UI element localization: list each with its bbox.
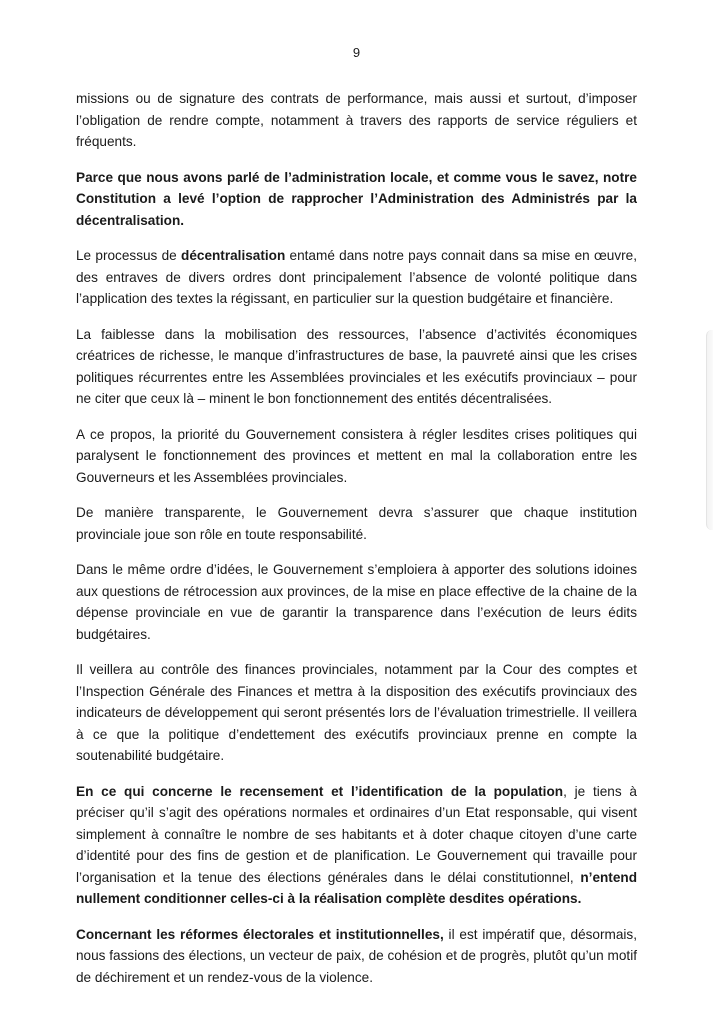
paragraph-9 (76, 781, 637, 910)
paragraph-9-bold-end: n’entend nullement conditionner celles-ci à la réalisation complète desdites opérations. (76, 869, 637, 906)
paragraph-3-end: entamé dans notre pays connait dans sa mise en œuvre, des entraves de divers ordres dont principalement l’absence de volonté politique dans l’application des textes la régissant, en particulier sur la question budgétaire et financière. (76, 248, 638, 306)
paragraph-10 (76, 924, 637, 989)
paragraph-9-bold-lead: En ce qui concerne le recensement et l’identification de la population (76, 783, 564, 799)
page-number: 9 (352, 45, 361, 60)
document-body (76, 88, 637, 1002)
paragraph-8: Il veillera au contrôle des finances provinciales, notamment par la Cour des comptes et l’Inspection Générale des Finances et mettra à la disposition des exécutifs provinciaux des indicateurs de développement qui seront présentés lors de l’évaluation trimestrielle. Il veillera à ce que la politique d’endettement des exécutifs provinciaux prenne en compte la soutenabilité budgétaire. (76, 662, 637, 763)
paragraph-10-body: il est impératif que, désormais, nous fassions des élections, un vecteur de paix, de cohésion et de progrès, plutôt qu’un motif de déchirement et un rendez-vous de la violence. (76, 926, 637, 985)
paragraph-3-start: Le processus de (76, 248, 182, 263)
paragraph-3-bold-term: décentralisation (181, 248, 286, 263)
paragraph-1: missions ou de signature des contrats de performance, mais aussi et surtout, d’imposer l’obligation de rendre compte, notamment à travers des rapports de service réguliers et fréquents. (76, 91, 637, 149)
paragraph-4: La faiblesse dans la mobilisation des ressources, l’absence d’activités économiques créatrices de richesse, le manque d’infrastructures de base, la pauvreté ainsi que les crises politiques récurrentes entre les Assemblées provinciales et les exécutifs provinciaux – pour ne citer que ceux là – minent le bon fonctionnement des entités décentralisées. (76, 326, 637, 406)
paragraph-10-bold-lead: Concernant les réformes électorales et institutionnelles, (76, 926, 444, 942)
paragraph-6: De manière transparente, le Gouvernement devra s’assurer que chaque institution provinciale joue son rôle en toute responsabilité. (76, 505, 637, 542)
paragraph-5: A ce propos, la priorité du Gouvernement consistera à régler lesdites crises politiques qui paralysent le fonctionnement des provinces et mettent en mal la collaboration entre les Gouverneurs et les Assemblées provinciales. (76, 426, 637, 485)
paragraph-3 (76, 245, 637, 310)
paragraph-9-body: , je tiens à préciser qu’il s’agit des opérations normales et ordinaires d’un Etat responsable, qui visent simplement à connaître le nombre de ses habitants et à doter chaque citoyen d’une carte d’identité pour des fins de gestion et de planification. Le Gouvernement qui travaille pour l’organisation et la tenue des élections générales dans le délai constitutionnel, (76, 783, 637, 885)
paragraph-7: Dans le même ordre d’idées, le Gouvernement s’emploiera à apporter des solutions idoines aux questions de rétrocession aux provinces, de la mise en place effective de la chaine de la dépense provinciale en vue de garantir la transparence dans l’exécution de leurs édits budgétaires. (76, 562, 637, 642)
paragraph-2-bold: Parce que nous avons parlé de l’administration locale, et comme vous le savez, notre Constitution a levé l’option de rapprocher l’Administration des Administrés par la décentralisation. (76, 169, 637, 228)
page-edge-shadow (706, 330, 713, 530)
